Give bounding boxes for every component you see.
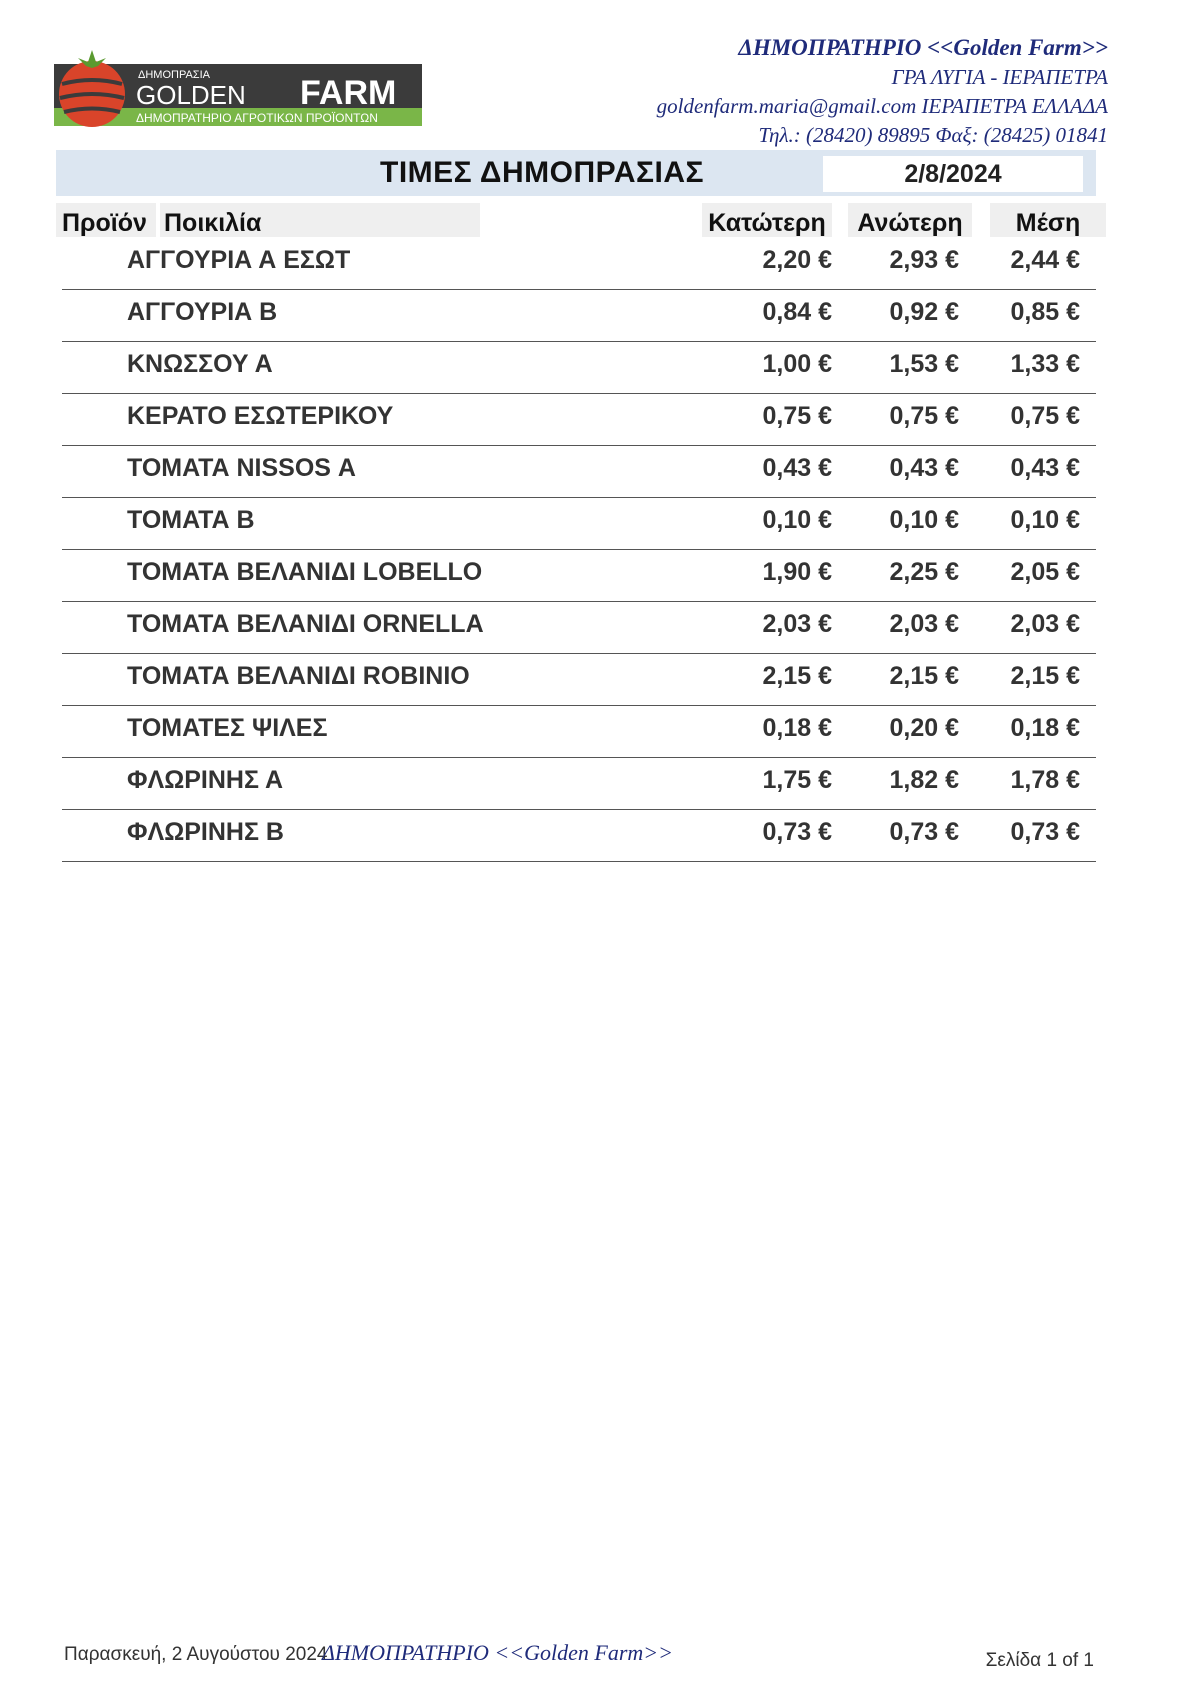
price-max: 0,43 € xyxy=(889,454,959,482)
col-header-min: Κατώτερη xyxy=(702,203,832,237)
price-max: 1,82 € xyxy=(889,766,959,794)
price-max: 0,10 € xyxy=(889,506,959,534)
price-max: 0,75 € xyxy=(889,402,959,430)
col-header-variety: Ποικιλία xyxy=(160,203,480,237)
price-avg: 2,03 € xyxy=(1010,610,1080,638)
table-row xyxy=(62,810,1096,862)
price-max: 0,20 € xyxy=(889,714,959,742)
price-avg: 0,73 € xyxy=(1010,818,1080,846)
price-avg: 0,18 € xyxy=(1010,714,1080,742)
price-min: 2,03 € xyxy=(762,610,832,638)
price-min: 0,75 € xyxy=(762,402,832,430)
product-name: ΦΛΩΡΙΝΗΣ Β xyxy=(127,818,284,846)
table-row xyxy=(62,290,1096,342)
table-row xyxy=(62,498,1096,550)
price-max: 2,03 € xyxy=(889,610,959,638)
product-name: ΤΟΜΑΤΑ Β xyxy=(127,506,255,534)
product-name: ΤΟΜΑΤΕΣ ΨΙΛΕΣ xyxy=(127,714,328,742)
price-min: 0,18 € xyxy=(762,714,832,742)
price-avg: 1,33 € xyxy=(1010,350,1080,378)
price-max: 2,15 € xyxy=(889,662,959,690)
product-name: ΤΟΜΑΤΑ ΒΕΛΑΝΙΔΙ ROBINIO xyxy=(127,662,470,690)
table-row xyxy=(62,758,1096,810)
price-avg: 2,15 € xyxy=(1010,662,1080,690)
logo-brand-right: FARM xyxy=(300,74,397,112)
table-row xyxy=(62,238,1096,290)
price-avg: 2,05 € xyxy=(1010,558,1080,586)
company-logo xyxy=(52,48,424,128)
price-max: 1,53 € xyxy=(889,350,959,378)
col-header-product: Προϊόν xyxy=(56,203,156,237)
price-max: 0,73 € xyxy=(889,818,959,846)
price-min: 0,10 € xyxy=(762,506,832,534)
product-name: ΚΕΡΑΤΟ ΕΣΩΤΕΡΙΚΟΥ xyxy=(127,402,394,430)
product-name: ΦΛΩΡΙΝΗΣ Α xyxy=(127,766,284,794)
price-max: 2,25 € xyxy=(889,558,959,586)
table-row xyxy=(62,602,1096,654)
org-phones: Τηλ.: (28420) 89895 Φαξ: (28425) 01841 xyxy=(758,123,1108,147)
logo-tagline: ΔΗΜΟΠΡΑΤΗΡΙΟ ΑΓΡΟΤΙΚΩΝ ΠΡΟΪΟΝΤΩΝ xyxy=(136,111,378,125)
price-min: 0,84 € xyxy=(762,298,832,326)
price-avg: 0,75 € xyxy=(1010,402,1080,430)
price-min: 1,75 € xyxy=(762,766,832,794)
price-avg: 1,78 € xyxy=(1010,766,1080,794)
price-avg: 2,44 € xyxy=(1010,246,1080,274)
table-row xyxy=(62,706,1096,758)
col-header-avg: Μέση xyxy=(990,203,1106,237)
price-min: 0,43 € xyxy=(762,454,832,482)
price-min: 1,90 € xyxy=(762,558,832,586)
price-avg: 0,85 € xyxy=(1010,298,1080,326)
page-title: ΤΙΜΕΣ ΔΗΜΟΠΡΑΣΙΑΣ xyxy=(380,156,705,189)
price-avg: 0,43 € xyxy=(1010,454,1080,482)
table-row xyxy=(62,550,1096,602)
logo-brand-left: GOLDEN xyxy=(136,80,246,110)
price-min: 2,15 € xyxy=(762,662,832,690)
price-min: 1,00 € xyxy=(762,350,832,378)
table-row xyxy=(62,342,1096,394)
org-name: ΔΗΜΟΠΡΑΤΗΡΙΟ <<Golden Farm>> xyxy=(738,35,1108,60)
product-name: ΚΝΩΣΣΟΥ Α xyxy=(127,350,273,378)
product-name: ΤΟΜΑΤΑ ΒΕΛΑΝΙΔΙ LOBELLO xyxy=(127,558,483,586)
footer-org: ΔΗΜΟΠΡΑΤΗΡΙΟ <<Golden Farm>> xyxy=(322,1640,673,1665)
product-name: ΤΟΜΑΤΑ ΒΕΛΑΝΙΔΙ ORNELLA xyxy=(127,610,484,638)
golden-farm-logo-graphic xyxy=(52,48,424,128)
table-row xyxy=(62,654,1096,706)
price-min: 0,73 € xyxy=(762,818,832,846)
logo-top-text: ΔΗΜΟΠΡΑΣΙΑ xyxy=(138,69,211,81)
price-avg: 0,10 € xyxy=(1010,506,1080,534)
product-name: ΑΓΓΟΥΡΙΑ Β xyxy=(127,298,278,326)
auction-date: 2/8/2024 xyxy=(823,156,1083,192)
price-table xyxy=(62,238,1096,862)
price-max: 0,92 € xyxy=(889,298,959,326)
org-location: ΓΡΑ ΛΥΓΙΑ - ΙΕΡΑΠΕΤΡΑ xyxy=(891,65,1108,89)
price-min: 2,20 € xyxy=(762,246,832,274)
footer-page-number: Σελίδα 1 of 1 xyxy=(985,1650,1094,1671)
footer-date: Παρασκευή, 2 Αυγούστου 2024 xyxy=(64,1644,328,1665)
col-header-max: Ανώτερη xyxy=(848,203,972,237)
table-row xyxy=(62,394,1096,446)
org-email-city: goldenfarm.maria@gmail.com ΙΕΡΑΠΕΤΡΑ ΕΛΛΑΔΑ xyxy=(656,94,1108,118)
product-name: ΑΓΓΟΥΡΙΑ Α ΕΣΩΤ xyxy=(127,246,351,274)
company-info xyxy=(657,32,1108,150)
table-row xyxy=(62,446,1096,498)
price-max: 2,93 € xyxy=(889,246,959,274)
product-name: ΤΟΜΑΤΑ NISSOS Α xyxy=(127,454,356,482)
